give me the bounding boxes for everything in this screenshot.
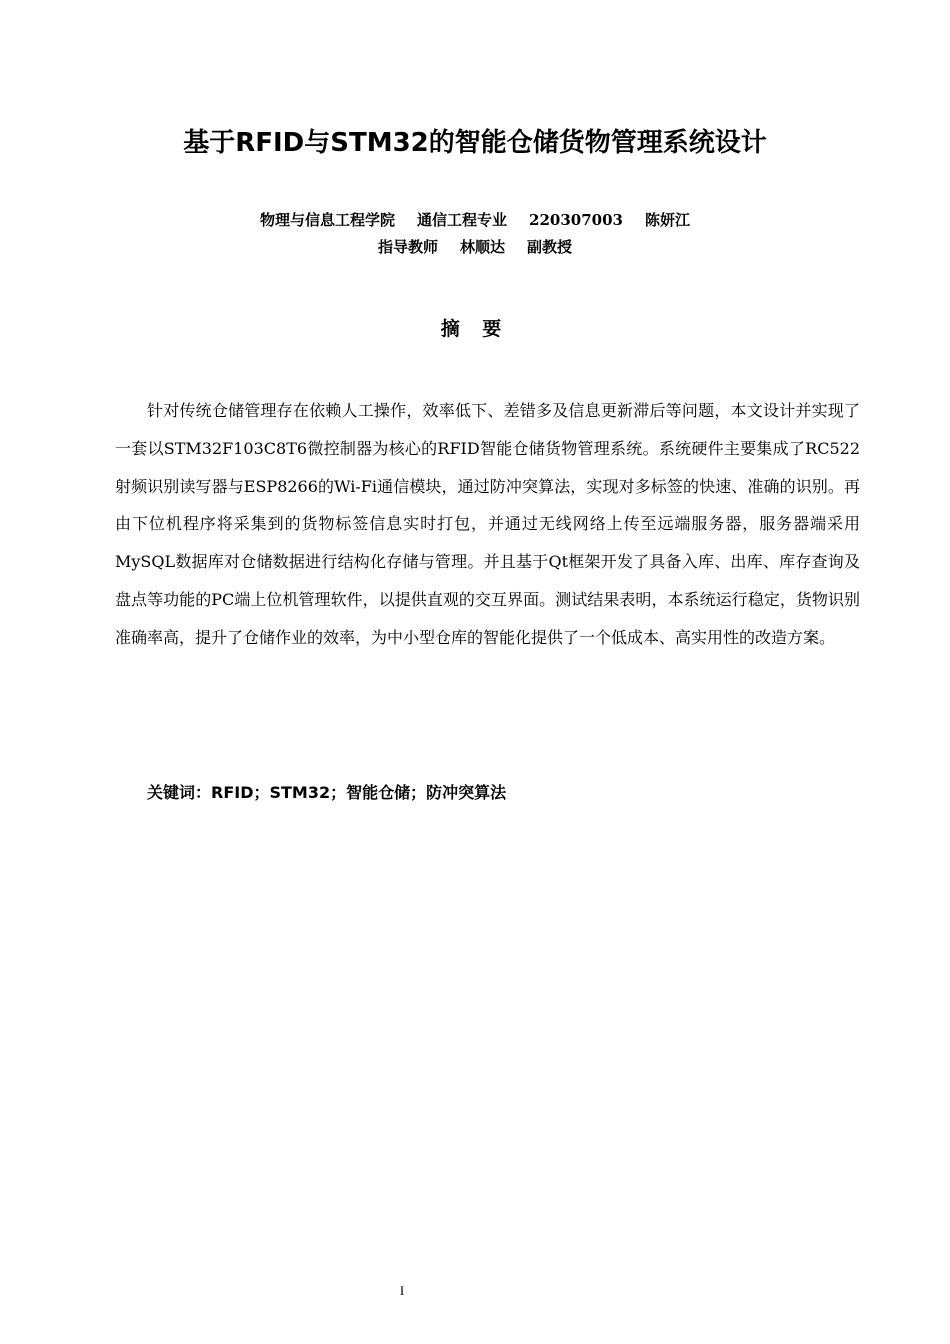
abstract-body: 针对传统仓储管理存在依赖人工操作，效率低下、差错多及信息更新滞后等问题，本文设计并实现了一套以STM32F103C8T6微控制器为核心的RFID智能仓储货物管理系统。系统硬件主要集成了RC522射频识别读写器与ESP8266的Wi-Fi通信模块，通过防冲突算法，实现对多标签的快速、准确的识别。再由下位机程序将采集到的货物标签信息实时打包，并通过无线网络上传至远端服务器，服务器端采用MySQL数据库对仓储数据进行结构化存储与管理。并且基于Qt框架开发了具备入库、出库、库存查询及盘点等功能的PC端上位机管理软件，以提供直观的交互界面。测试结果表明，本系统运行稳定，货物识别准确率高，提升了仓储作业的效率，为中小型仓库的智能化提供了一个低成本、高实用性的改造方案。: [115, 401, 860, 647]
student-id: 220307003: [529, 211, 623, 229]
major-name: 通信工程专业: [417, 211, 508, 229]
page-number: I: [399, 1283, 405, 1298]
advisor-label: 指导教师: [377, 238, 438, 256]
student-name: 陈妍江: [644, 211, 690, 229]
advisor-info-line: [0, 236, 950, 258]
keywords-line: 关键词：RFID；STM32；智能仓储；防冲突算法: [147, 783, 507, 802]
abstract-heading: 摘 要: [440, 318, 510, 340]
advisor-name: 林顺达: [459, 238, 505, 256]
author-info-line: [0, 209, 950, 231]
college-name: 物理与信息工程学院: [260, 211, 396, 229]
advisor-title: 副教授: [527, 238, 573, 256]
paper-title: 基于RFID与STM32的智能仓储货物管理系统设计: [183, 128, 767, 158]
